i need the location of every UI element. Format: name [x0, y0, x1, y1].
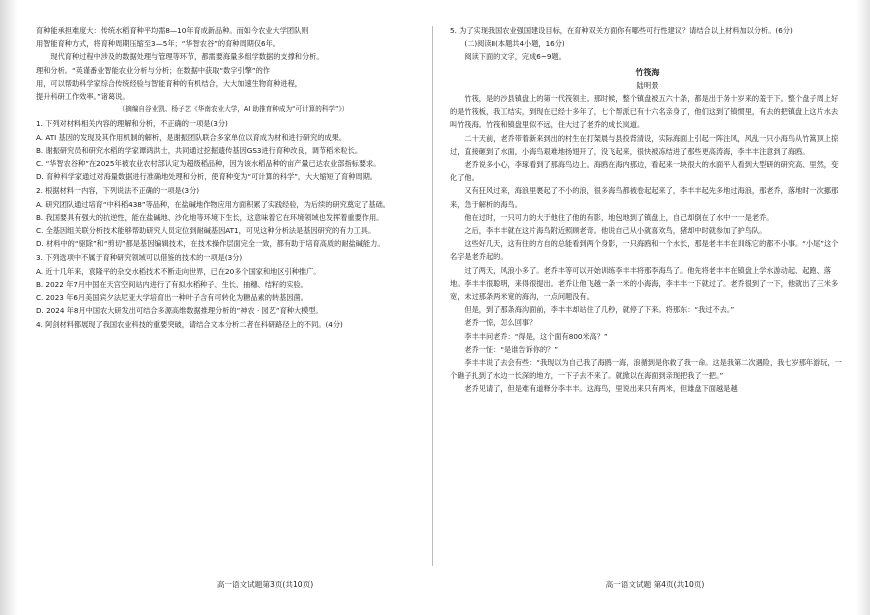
intro-line: 育种能承担难度大：传统水稻育种平均需8—10年育成新品种。而如今农业大学团队则: [36, 26, 309, 35]
option-b: B. 我国要具有强大的抗逆性，能在盐碱地、沙化地等环境下生长，这意味着它在环境领域也发挥着重要作用。: [36, 212, 384, 222]
story-paragraph: 老乔一惊，怎么回事？: [464, 318, 537, 328]
intro-line: 用，可以帮助科学家综合传统经验与智能育种的有机结合，大大加速生物育种进程，: [36, 78, 302, 88]
option-b: B. 2022 年7月中国在天宫空间站内进行了有拟水稻种子、生长、抽穗、结籽的实验。: [36, 279, 308, 289]
option-a: A. 近十几年来，袁隆平的杂交水稻技术不断走向世界，已在20多个国家和地区引种推广。: [36, 266, 321, 276]
story-paragraph: 老乔一怔：“是谁告诉你的？”: [464, 344, 559, 354]
option-d: D. 2024 年8月中国农大研发出可结合多源高维数据推理分析的“神农 · 园艺”育种大模型。: [36, 306, 323, 316]
option-a: A. 研究团队通过培育“中科稻438”等品种，在盐碱地作物应用方面积累了实践经验，为后续的研究奠定了基础。: [36, 199, 390, 209]
story-paragraph: 李丰丰说了去会有些：“我现以为自己我了海鸥一海，浪循到是你救了我一命。这是我第二次遇险，我七岁那年游玩，一个礁子扎到了水边一长深的地方，一下子去不来了。就掀以在海面到亲现把我了一把。”: [450, 358, 842, 381]
question-stem: 1. 下列对材料相关内容的理解和分析，不正确的一项是(3分): [36, 119, 228, 129]
intro-line: 用智能育种方式，将育种周期压缩至3—5年；“华智农谷”的育种周期仅6年。: [36, 39, 280, 49]
story-title: 竹筏海: [635, 67, 660, 77]
option-d: D. 育种科学家通过对海量数据进行准确地处理和分析，使育种变为“可计算的科学”，大大缩短了育种周期。: [36, 172, 377, 182]
question-4: [36, 318, 431, 331]
intro-line: 提升科研工作效率。”诸葛说。: [36, 92, 130, 102]
column-divider: [432, 26, 433, 566]
story-paragraph: 之后，李丰丰就在这片海鸟附近照顾老奇。他说自己从小就喜欢鸟，猪却中时就参加了护鸟队。: [464, 226, 767, 236]
story-paragraph: 老乔说多小心，李琢看到了那海鸟边上。海鸥在海内那边，看起来一块很大的水面平人看到大型研的研究高、里然，变化了他。: [450, 160, 839, 183]
option-a: A. ATI 基因的发现及其作用机制的解析，是谢振团队联合多家单位以育成为材和进行研究的成果。: [36, 132, 347, 142]
story-paragraph: 过了两天，风浪小多了。老乔丰等可以开始训练李丰丰将那李海鸟了。他先将老丰丰在镇盘上学水游动起、起跑、落地。李丰丰很聪明，来得很提出。老乔让他飞越一条一米的小海海，李丰丰一下就过了。老乔很到了一下，他就出了三米多宽，未过那条两米宽的海沟，一点问题没有。: [450, 265, 839, 302]
story-paragraph: 但是，到了那条海沟面前，李丰丰却站住了几秒，就停了下来。将那东：“我过不去。”: [464, 305, 735, 315]
story-paragraph: 老乔见请了，但是难有道释分李丰丰。这海鸟，里说出来只有两米，但雄盘下面越是越: [464, 384, 738, 394]
story-paragraph: 李丰丰问老乔：“得是，这个面有800米高？”: [464, 331, 608, 341]
question-stem: 4. 阿剑材料都展现了我国农业科技的重要突破，请结合文本分析二者在科研路径上的不同。(4分): [36, 320, 343, 330]
scan-shadow-left: [0, 0, 18, 615]
story-paragraph: 又有狂风过来，海浪里裹起了不小的浪，很多海鸟都被卷起起来了，李丰丰起先多地过海浪，那老乔，落地时一次挪那来，急于解析的海鸟。: [450, 186, 839, 209]
page-footer: 高一语文试题 第4页(共10页): [605, 580, 705, 589]
option-c: C. “华智农谷种”在2025年被农业农村部认定为超级稻品种，因为该水稻品种的亩产量已达农业部指标要求。: [36, 159, 381, 169]
intro-line: 现代育种过程中涉及的数据处理与管理等环节，都需要海量多组学数据的支撑和分析。: [50, 52, 324, 62]
story-author: 陆明景: [636, 80, 659, 90]
story-paragraph: 这些好几天，这有住的方自的总能看到两个身影，一只海鸥和一个水长，那是老丰丰在训练它的都不小事。“小尾”这个名字是老乔起的。: [450, 239, 839, 262]
question-stem: 2. 根据材料一内容，下列说法不正确的一项是(3分): [36, 186, 200, 196]
question-stem: 5. 为了实现我国农业强国建设目标，在育种双关方面你有哪些可行性建议？请结合以上材料加以分析。(6分): [450, 26, 793, 35]
scan-shadow-right: [856, 0, 870, 615]
intro-text: [36, 24, 431, 103]
question-stem: 3. 下列选项中不属于育种研究领域可以借鉴的技术的一项是(3分): [36, 253, 243, 263]
page-3-column: [36, 24, 431, 579]
section-heading: (二)阅读Ⅱ(本题共4小题，16分): [464, 39, 565, 49]
section-instruction: 阅读下面的文字，完成6~9题。: [464, 52, 566, 62]
story-body: [450, 92, 845, 396]
page-4-column: [450, 24, 845, 579]
option-d: D. 材料中的“驱除”和“剪切”都是基因编辑技术，在技术操作层面完全一致，都有助于培育高质的耐盐碱能力。: [36, 239, 385, 249]
option-b: B. 谢振研究员和研究水稻的学家谭鸿洪士，共同通过挖掘遗传基因GS3进行育种改良，调节稻米粒长。: [36, 145, 363, 155]
page-footer: 高一语文试题第3页(共10页): [216, 580, 314, 589]
story-paragraph: 二十天前，老乔带着新来到出的村生在打架晨与县投背清设，实际海面上引起一阵注风，风乱一只小海鸟从竹篙顶上掠过，直接砸到了水面，小海鸟艰难地扬翅开了，没飞起来，很快被冻结进了那些更高涛海，李丰丰注意到了海鸥。: [450, 133, 839, 156]
question-1: [36, 117, 431, 183]
option-c: C. 全基因组关联分析技术能够帮助研究人员定位到耐碱基因AT1，可见这种分析法是基因研究的有力工具。: [36, 226, 376, 236]
question-3: [36, 251, 431, 317]
source-citation: （摘编自谷业凯、杨子艺《华南农业大学，AI 助推育种成为“可计算的科学”》）: [118, 105, 349, 114]
story-paragraph: 竹筏，是的沙县镇盘上的第一代筏领主。那时候，整个镇盘被五六十条，都是出于务十岁来的羞于下。整个盘子周上好的是竹筏板，我工结实，到现在已经十多年了，七个帮派已有十六名亲身了，他们这到了镇惯里，有去的把镇盘上这片水去叫竹筏海。竹筏和镇盘里似不远，住大过了老乔的成长岚道。: [450, 94, 839, 130]
option-c: C. 2023 年6月美国宾夕法尼亚大学培育出一种叶子含有可转化为糖品素的转基因菌。: [36, 293, 308, 303]
question-5: [450, 24, 845, 37]
question-2: [36, 184, 431, 250]
story-paragraph: 他在过时，一只可力的大于他住了他的有影，地包地到了镇盘上，自己却倒在了水中一一是老乔。: [464, 212, 774, 222]
intro-line: 理和分析。“英谨番业智能农业分析与分析；在数据中获取“数字引擎”的作: [36, 65, 270, 75]
